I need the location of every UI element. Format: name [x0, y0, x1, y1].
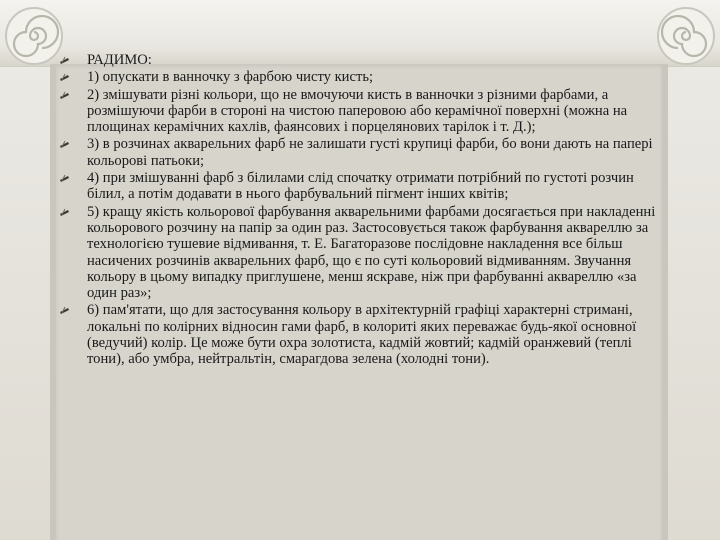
list-item-text: 5) кращу якість кольорової фарбування акварельними фарбами досягається при накладенні кольорового розчину на папір за один раз. Застосовується також фарбування аквареллю за технологією тушевие відмивання, т. Е. Багаторазове послідовне накладення все більш насичених розчинів акварельних фарб, що є по суті кольоровий відмиванням. Звучання кольору в цьому випадку приглушене, менш яскраве, ніж при фарбуванні аквареллю «за один раз»; — [87, 203, 656, 302]
list-item — [60, 69, 660, 85]
panel-right-edge — [662, 64, 668, 540]
scroll-volute-right-icon — [654, 4, 718, 68]
list-item — [60, 204, 660, 302]
bullet-icon — [60, 305, 70, 315]
list-item-text: 1) опускати в ванночку з фарбою чисту кисть; — [87, 69, 374, 86]
bullet-icon — [60, 207, 70, 217]
list-item — [60, 170, 660, 203]
bullet-icon — [60, 173, 70, 183]
bullet-icon — [60, 139, 70, 149]
bullet-icon — [60, 90, 70, 100]
scroll-volute-left-icon — [2, 4, 66, 68]
bullet-icon — [60, 72, 70, 82]
list-item-text: 4) при змішуванні фарб з білилами слід спочатку отримати потрібний по густоті розчин білил, а потім додавати в нього фарбувальний пігмент інших квітів; — [87, 170, 634, 203]
list-item — [60, 87, 660, 136]
bullet-icon — [60, 55, 70, 65]
list-item — [60, 302, 660, 367]
list-item-text: 3) в розчинах акварельних фарб не залишати густі крупиці фарби, бо вони дають на папері кольорові патьоки; — [87, 136, 653, 169]
list-item — [60, 52, 660, 68]
list-item — [60, 136, 660, 169]
bullet-list — [60, 52, 660, 369]
list-item-text: РАДИМО: — [87, 52, 152, 68]
list-item-text: 6) пам'ятати, що для застосування кольору в архітектурній графіці характерні стримані, локальні по колірних відносин гами фарб, в колориті яких переважає будь-якої основної (ведучий) колір. Це може бути охра золотиста, кадмій жовтий; кадмій оранжевий (теплі тони), або умбра, нейтральтін, смарагдова зелена (холодні тони). — [87, 302, 637, 368]
list-item-text: 2) змішувати різні кольори, що не вмочуючи кисть в ванночки з різними фарбами, а розмішуючи фарби в стороні на чистою паперовою або керамічної поверхні (можна на площинах керамічних кахлів, фаянсових і порцелянових тарілок і т. Д.); — [87, 86, 628, 136]
